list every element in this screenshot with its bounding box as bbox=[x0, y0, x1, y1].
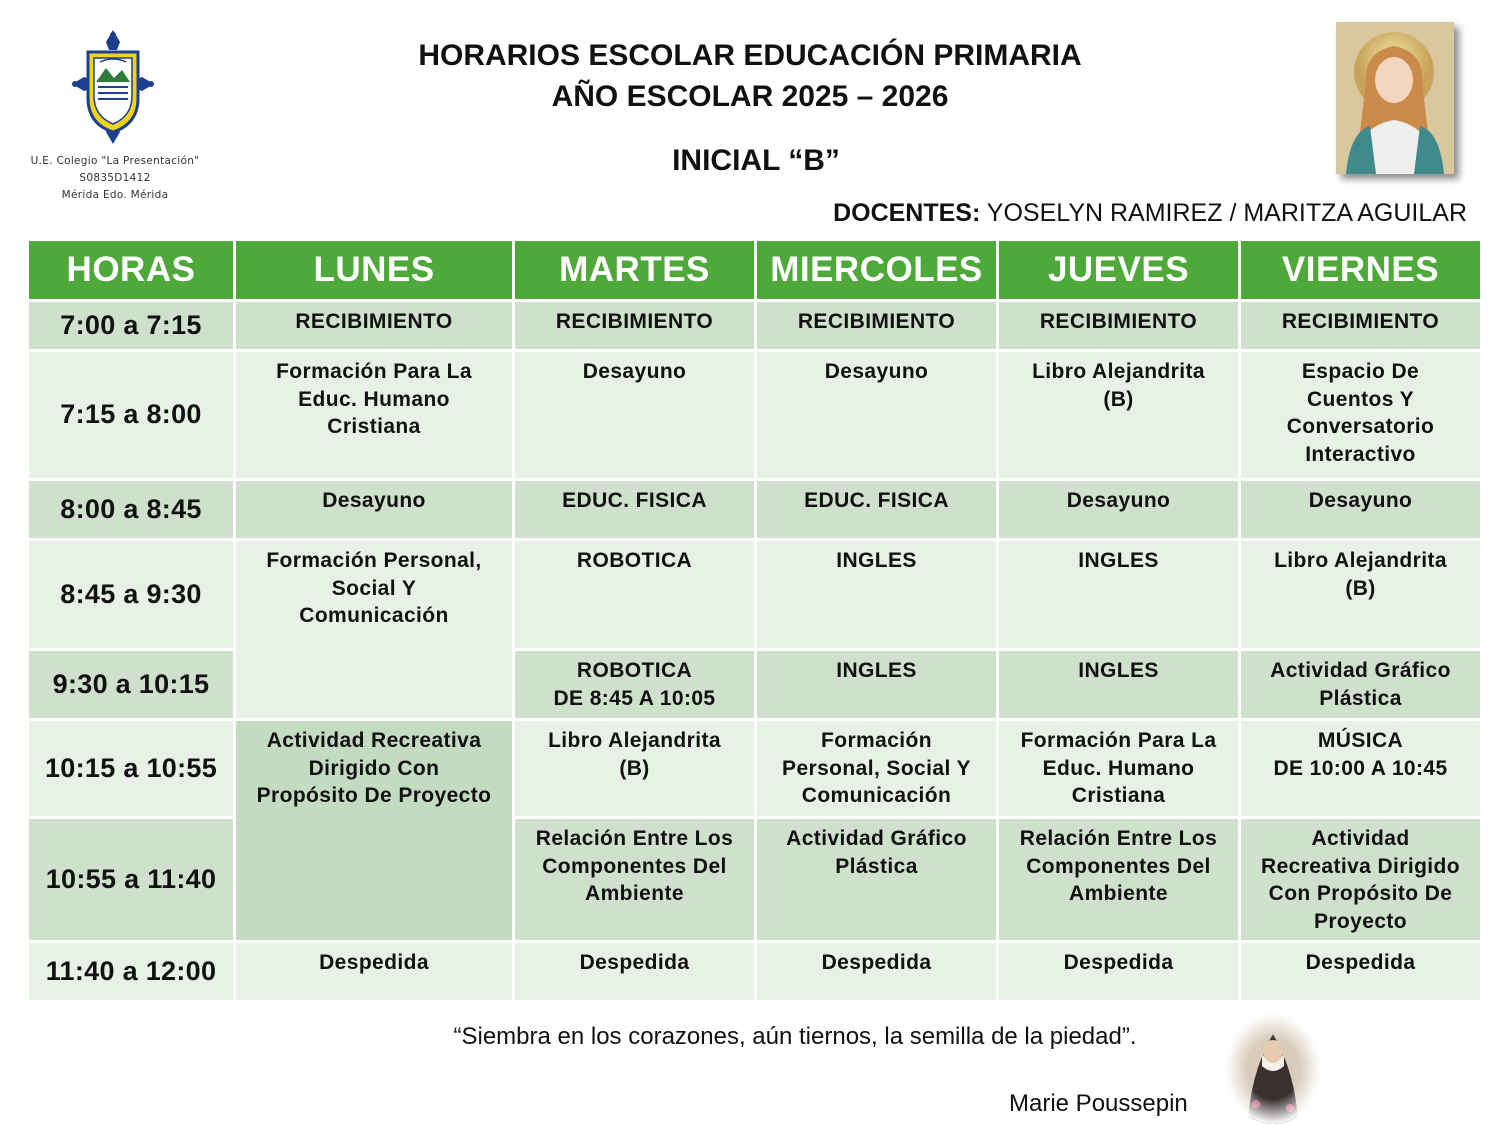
table-row bbox=[29, 943, 1480, 1000]
schedule-cell: Actividad Gráfico Plástica bbox=[1241, 651, 1480, 718]
school-name: U.E. Colegio "La Presentación" bbox=[30, 155, 200, 167]
schedule-cell: Despedida bbox=[236, 943, 512, 1000]
header-viernes: VIERNES bbox=[1241, 241, 1480, 299]
school-location: Mérida Edo. Mérida bbox=[61, 189, 169, 201]
table-row bbox=[29, 352, 1480, 478]
header-horas: HORAS bbox=[29, 241, 233, 299]
table-row bbox=[29, 302, 1480, 349]
schedule-cell: Actividad Recreativa Dirigido Con Propósito De Proyecto bbox=[236, 721, 512, 940]
header-lunes: LUNES bbox=[236, 241, 512, 299]
schedule-cell: EDUC. FISICA bbox=[757, 481, 996, 538]
time-cell: 7:00 a 7:15 bbox=[29, 302, 233, 349]
schedule-cell: RECIBIMIENTO bbox=[757, 302, 996, 349]
schedule-cell: Libro Alejandrita (B) bbox=[515, 721, 754, 816]
time-cell: 8:00 a 8:45 bbox=[29, 481, 233, 538]
schedule-cell: Despedida bbox=[1241, 943, 1480, 1000]
founder-medallion-image bbox=[1226, 1014, 1320, 1124]
saint-portrait-image bbox=[1336, 22, 1454, 174]
schedule-cell: RECIBIMIENTO bbox=[999, 302, 1238, 349]
school-info bbox=[20, 153, 210, 204]
teachers bbox=[833, 196, 1467, 230]
schedule-cell: INGLES bbox=[757, 541, 996, 648]
schedule-cell: ROBOTICA bbox=[515, 541, 754, 648]
schedule-cell: Desayuno bbox=[1241, 481, 1480, 538]
teachers-names: YOSELYN RAMIREZ / MARITZA AGUILAR bbox=[980, 199, 1467, 227]
school-logo bbox=[70, 28, 156, 146]
header-miercoles: MIERCOLES bbox=[757, 241, 996, 299]
time-cell: 9:30 a 10:15 bbox=[29, 651, 233, 718]
schedule-cell: RECIBIMIENTO bbox=[515, 302, 754, 349]
schedule-cell: Despedida bbox=[999, 943, 1238, 1000]
schedule-table bbox=[26, 238, 1483, 1003]
time-cell: 10:55 a 11:40 bbox=[29, 819, 233, 940]
schedule-cell: Actividad Recreativa Dirigido Con Propósito De Proyecto bbox=[1241, 819, 1480, 940]
quote: “Siembra en los corazones, aún tiernos, la semilla de la piedad”. bbox=[453, 1023, 1137, 1050]
schedule-cell: RECIBIMIENTO bbox=[236, 302, 512, 349]
school-code: S0835D1412 bbox=[79, 172, 151, 184]
quote-author: Marie Poussepin bbox=[1009, 1090, 1188, 1117]
schedule-cell: Formación Para La Educ. Humano Cristiana bbox=[236, 352, 512, 478]
schedule-cell: Relación Entre Los Componentes Del Ambiente bbox=[515, 819, 754, 940]
schedule-cell: Desayuno bbox=[999, 481, 1238, 538]
schedule-cell: Formación Personal, Social Y Comunicación bbox=[236, 541, 512, 718]
schedule-cell: INGLES bbox=[999, 541, 1238, 648]
schedule-cell: ROBOTICA DE 8:45 A 10:05 bbox=[515, 651, 754, 718]
table-row bbox=[29, 721, 1480, 816]
time-cell: 11:40 a 12:00 bbox=[29, 943, 233, 1000]
header-row bbox=[29, 241, 1480, 299]
time-cell: 8:45 a 9:30 bbox=[29, 541, 233, 648]
header-jueves: JUEVES bbox=[999, 241, 1238, 299]
schedule-cell: RECIBIMIENTO bbox=[1241, 302, 1480, 349]
schedule-cell: Espacio De Cuentos Y Conversatorio Interactivo bbox=[1241, 352, 1480, 478]
schedule-cell: Desayuno bbox=[757, 352, 996, 478]
page-title: HORARIOS ESCOLAR EDUCACIÓN PRIMARIA bbox=[418, 39, 1082, 72]
time-cell: 7:15 a 8:00 bbox=[29, 352, 233, 478]
schedule-cell: Libro Alejandrita (B) bbox=[999, 352, 1238, 478]
schedule-cell: Formación Personal, Social Y Comunicación bbox=[757, 721, 996, 816]
schedule-cell: Despedida bbox=[757, 943, 996, 1000]
time-cell: 10:15 a 10:55 bbox=[29, 721, 233, 816]
schedule-cell: Relación Entre Los Componentes Del Ambiente bbox=[999, 819, 1238, 940]
table-row bbox=[29, 541, 1480, 648]
class-name: INICIAL “B” bbox=[672, 144, 840, 177]
schedule-cell: Despedida bbox=[515, 943, 754, 1000]
teachers-label: DOCENTES: bbox=[833, 199, 981, 227]
schedule-cell: INGLES bbox=[999, 651, 1238, 718]
schedule-cell: Libro Alejandrita (B) bbox=[1241, 541, 1480, 648]
schedule-cell: INGLES bbox=[757, 651, 996, 718]
schedule-cell: EDUC. FISICA bbox=[515, 481, 754, 538]
schedule-cell: Desayuno bbox=[515, 352, 754, 478]
school-year: AÑO ESCOLAR 2025 – 2026 bbox=[551, 80, 949, 113]
schedule-cell: Formación Para La Educ. Humano Cristiana bbox=[999, 721, 1238, 816]
header-martes: MARTES bbox=[515, 241, 754, 299]
table-row bbox=[29, 481, 1480, 538]
schedule-cell: Actividad Gráfico Plástica bbox=[757, 819, 996, 940]
schedule-cell: MÚSICA DE 10:00 A 10:45 bbox=[1241, 721, 1480, 816]
schedule-cell: Desayuno bbox=[236, 481, 512, 538]
